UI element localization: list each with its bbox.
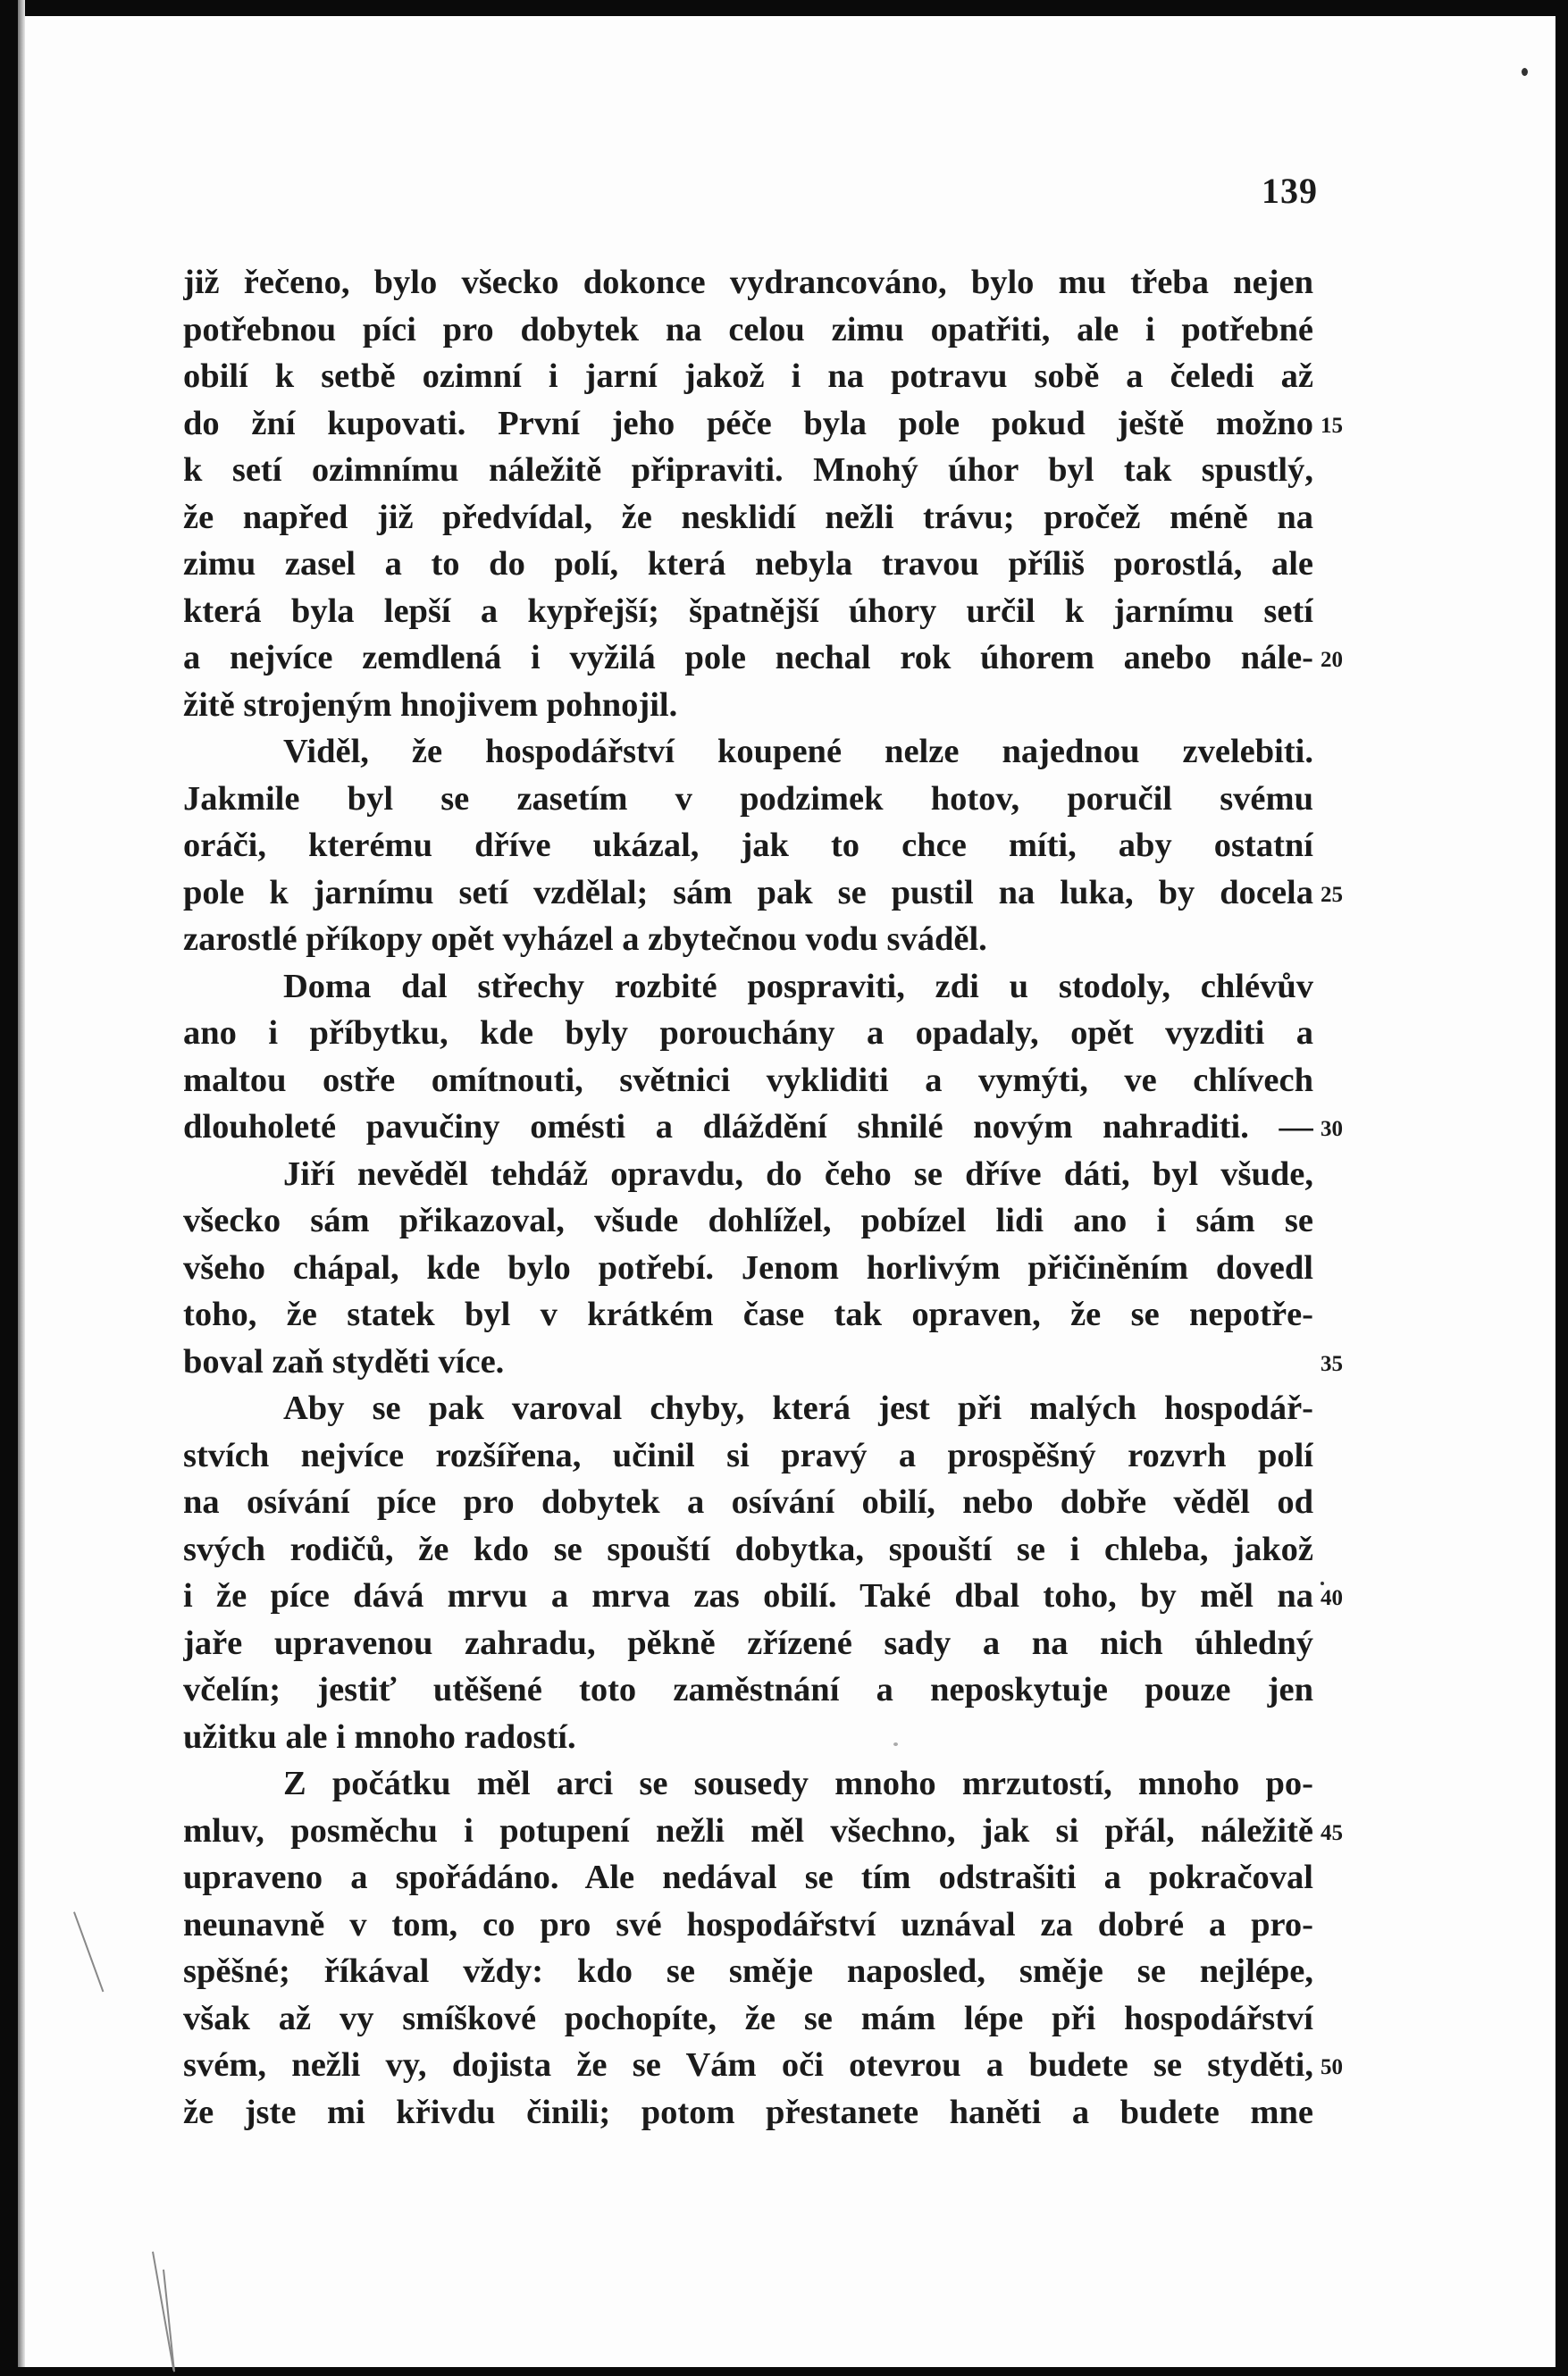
text-line: upraveno a spořádáno. Ale nedával se tím odstrašiti a pokračoval (183, 1859, 1313, 1896)
page-gutter-shadow (18, 0, 25, 2376)
text-line: že jste mi křivdu činili; potom přestanete haněti a budete mne (183, 2093, 1313, 2131)
line-number-marker: 50 (1321, 2055, 1343, 2079)
text-line: oráči, kterému dříve ukázal, jak to chce míti, aby ostatní (183, 827, 1313, 864)
line-number-marker: 35 (1321, 1351, 1343, 1376)
text-line: jaře upravenou zahradu, pěkně zřízené sady a na nich úhledný (183, 1624, 1313, 1662)
line-number-marker: 25 (1321, 882, 1343, 907)
page-number: 139 (1262, 171, 1318, 211)
text-line: a nejvíce zemdlená i vyžilá pole nechal rok úhorem anebo nále- (183, 639, 1313, 676)
ink-speck (893, 1742, 898, 1746)
text-line: toho, že statek byl v krátkém čase tak opraven, že se nepotře- (183, 1296, 1313, 1333)
line-number-marker: 20 (1321, 648, 1343, 672)
text-line: svých rodičů, že kdo se spouští dobytka, spouští se i chleba, jakož (183, 1530, 1313, 1568)
text-line: žitě strojeným hnojivem pohnojil. (183, 685, 678, 724)
scan-border-left (0, 0, 18, 2376)
text-line: obilí k setbě ozimní i jarní jakož i na potravu sobě a čeledi až (183, 357, 1313, 395)
text-line: ano i příbytku, kde byly porouchány a opadaly, opět vyzditi a (183, 1014, 1313, 1052)
text-line: Z počátku měl arci se sousedy mnoho mrzutostí, mnoho po- (283, 1765, 1313, 1802)
text-line: zarostlé příkopy opět vyházel a zbytečnou vodu sváděl. (183, 920, 987, 958)
text-line: na osívání píce pro dobytek a osívání obilí, nebo dobře věděl od (183, 1483, 1313, 1521)
text-line: že napřed již předvídal, že nesklidí nežli trávu; pročež méně na (183, 498, 1313, 536)
scan-border-top (0, 0, 1568, 16)
body-text (183, 259, 1313, 2136)
text-line: již řečeno, bylo všecko dokonce vydrancováno, bylo mu třeba nejen (183, 264, 1313, 301)
scan-border-bottom (0, 2367, 1568, 2376)
ink-speck (1321, 1582, 1324, 1585)
text-line: dlouholeté pavučiny omésti a dláždění shnilé novým nahraditi. — (183, 1108, 1313, 1146)
text-line: potřebnou píci pro dobytek na celou zimu opatřiti, ale i potřebné (183, 310, 1313, 348)
line-number-marker: 40 (1321, 1586, 1343, 1610)
text-line: zimu zasel a to do polí, která nebyla travou příliš porostlá, ale (183, 545, 1313, 583)
text-line: do žní kupovati. První jeho péče byla pole pokud ještě možno (183, 404, 1313, 442)
text-line: stvích nejvíce rozšířena, učinil si pravý a prospěšný rozvrh polí (183, 1436, 1313, 1474)
ink-speck (1522, 68, 1528, 76)
text-line: Jakmile byl se zasetím v podzimek hotov, poručil svému (183, 779, 1313, 818)
text-line: která byla lepší a kypřejší; špatnější úhory určil k jarnímu setí (183, 592, 1313, 630)
text-line: Jiří nevěděl tehdáž opravdu, do čeho se dříve dáti, byl všude, (283, 1154, 1313, 1193)
text-line: svém, nežli vy, dojista že se Vám oči otevrou a budete se styděti, (183, 2046, 1313, 2084)
text-line: mluv, posměchu i potupení nežli měl všechno, jak si přál, náležitě (183, 1811, 1313, 1850)
text-line: maltou ostře omítnouti, světnici vykliditi a vymýti, ve chlívech (183, 1061, 1313, 1099)
text-line: všeho chápal, kde bylo potřebí. Jenom horlivým přičiněním dovedl (183, 1248, 1313, 1287)
line-number-marker: 30 (1321, 1117, 1343, 1141)
text-line: užitku ale i mnoho radostí. (183, 1717, 576, 1756)
line-number-marker: 45 (1321, 1820, 1343, 1845)
text-line: však až vy smíškové pochopíte, že se mám lépe při hospodářství (183, 1999, 1313, 2037)
scan-border-right (1555, 0, 1568, 2376)
text-line: všecko sám přikazoval, všude dohlížel, pobízel lidi ano i sám se (183, 1202, 1313, 1239)
text-line: Aby se pak varoval chyby, která jest při malých hospodář- (283, 1389, 1313, 1427)
text-line: Doma dal střechy rozbité pospraviti, zdi u stodoly, chlévův (283, 967, 1313, 1005)
text-line: spěšné; říkával vždy: kdo se směje naposled, směje se nejlépe, (183, 1952, 1313, 1990)
text-line: i že píce dává mrvu a mrva zas obilí. Také dbal toho, by měl na (183, 1577, 1313, 1615)
text-line: boval zaň styděti více. (183, 1342, 505, 1381)
text-line: neunavně v tom, co pro své hospodářství uznával za dobré a pro- (183, 1905, 1313, 1944)
text-line: Viděl, že hospodářství koupené nelze najednou zvelebiti. (283, 733, 1313, 770)
text-line: pole k jarnímu setí vzdělal; sám pak se pustil na luka, by docela (183, 873, 1313, 911)
text-line: včelín; jestiť utěšené toto zaměstnání a neposkytuje pouze jen (183, 1671, 1313, 1709)
text-line: k setí ozimnímu náležitě připraviti. Mnohý úhor byl tak spustlý, (183, 451, 1313, 489)
line-number-marker: 15 (1321, 413, 1343, 438)
